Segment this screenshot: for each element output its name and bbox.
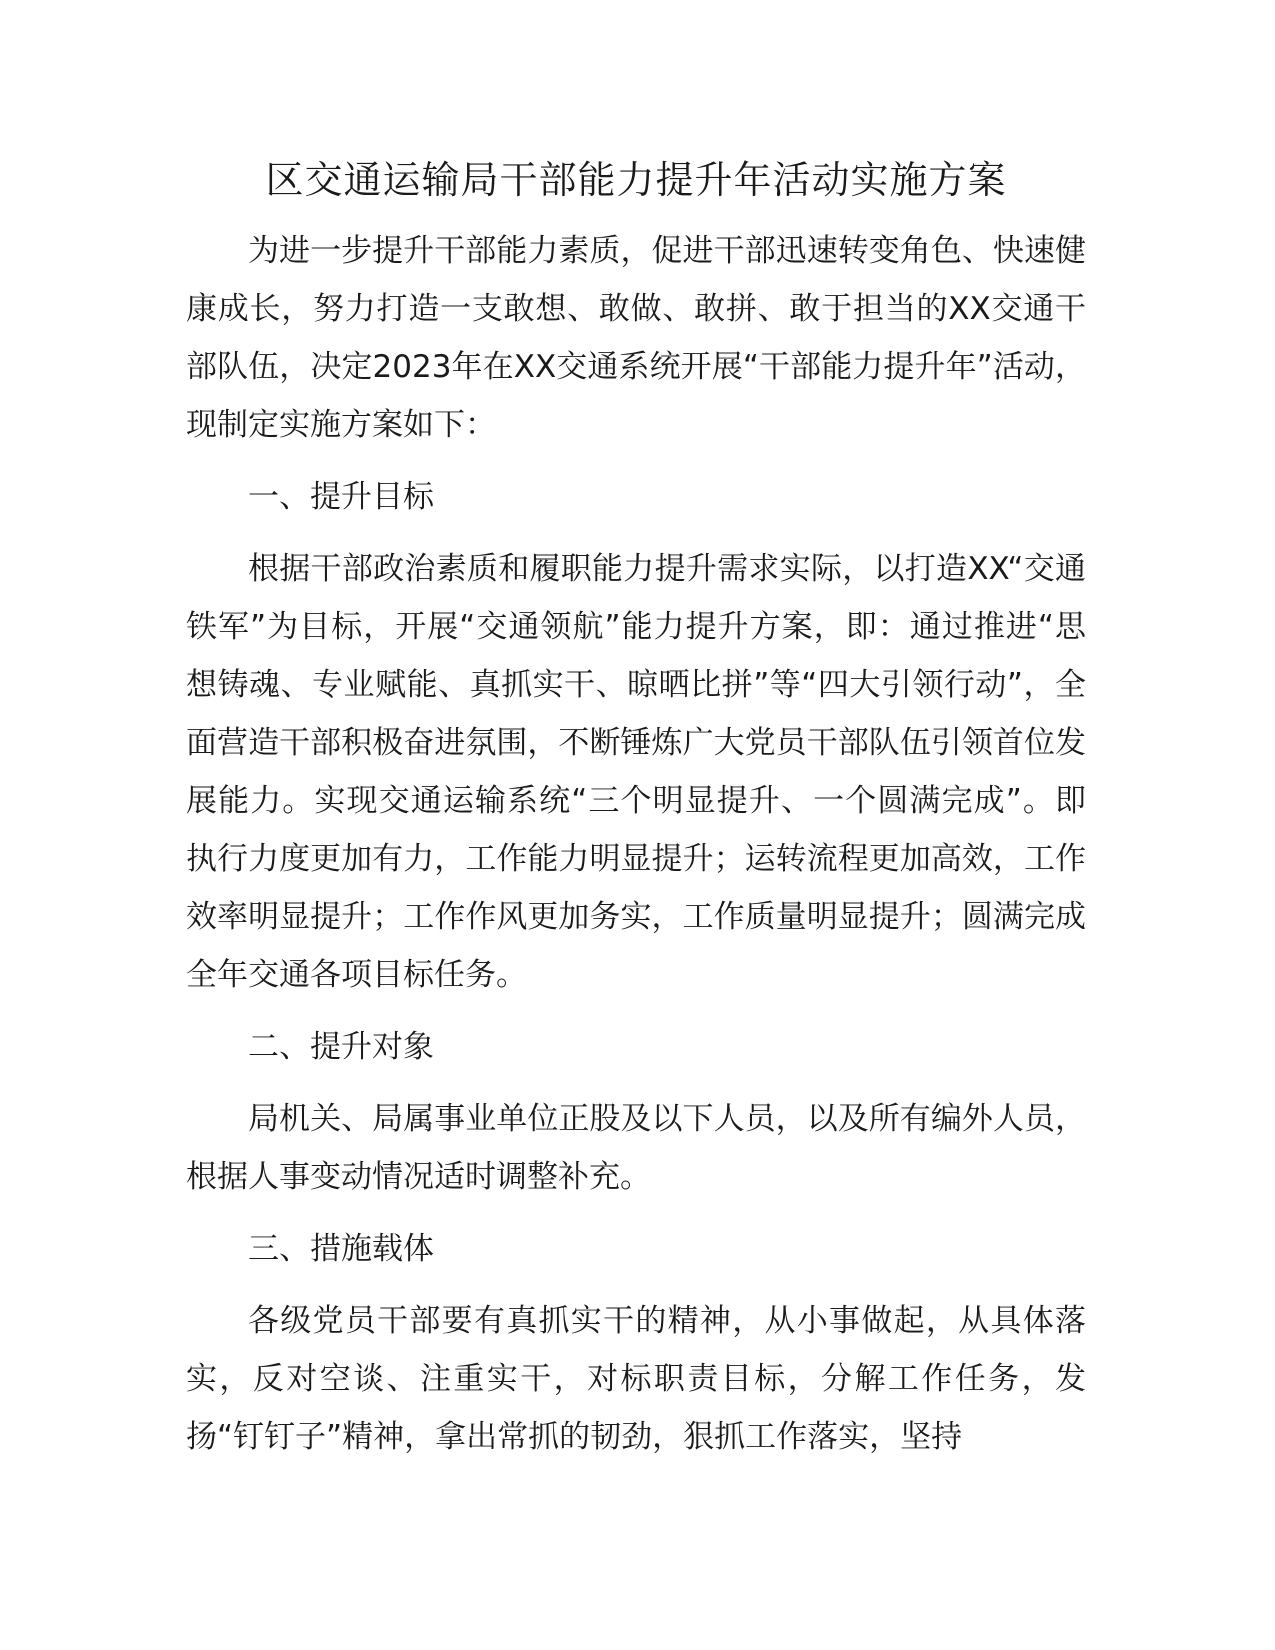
section-heading-targets: 二、提升对象 bbox=[248, 1029, 434, 1065]
section-body-goals: 根据干部政治素质和履职能力提升需求实际，以打造XX“交通铁军”为目标，开展“交通领航”能力提升方案，即：通过推进“思想铸魂、专业赋能、真抓实干、晾晒比拼”等“四大引领行动”，全面营造干部积极奋进氛围，不断锤炼广大党员干部队伍引领首位发展能力。实现交通运输系统“三个明显提升、一个圆满完成”。即执行力度更加有力，工作能力明显提升；运转流程更加高效，工作效率明显提升；工作作风更加务实，工作质量明显提升；圆满完成全年交通各项目标任务。 bbox=[186, 551, 1086, 993]
section-heading-goals: 一、提升目标 bbox=[248, 479, 434, 515]
document-page bbox=[186, 148, 1086, 1466]
intro-paragraph: 为进一步提升干部能力素质，促进干部迅速转变角色、快速健康成长，努力打造一支敢想、敢做、敢拼、敢于担当的XX交通干部队伍，决定2023年在XX交通系统开展“干部能力提升年”活动，现制定实施方案如下： bbox=[186, 233, 1086, 443]
document-title: 区交通运输局干部能力提升年活动实施方案 bbox=[265, 158, 1007, 202]
section-body-targets: 局机关、局属事业单位正股及以下人员，以及所有编外人员，根据人事变动情况适时调整补充。 bbox=[186, 1101, 1086, 1195]
section-body-measures: 各级党员干部要有真抓实干的精神，从小事做起，从具体落实，反对空谈、注重实干，对标职责目标，分解工作任务，发扬“钉钉子”精神，拿出常抓的韧劲，狠抓工作落实，坚持 bbox=[186, 1303, 1086, 1455]
section-heading-measures: 三、措施载体 bbox=[248, 1231, 434, 1267]
